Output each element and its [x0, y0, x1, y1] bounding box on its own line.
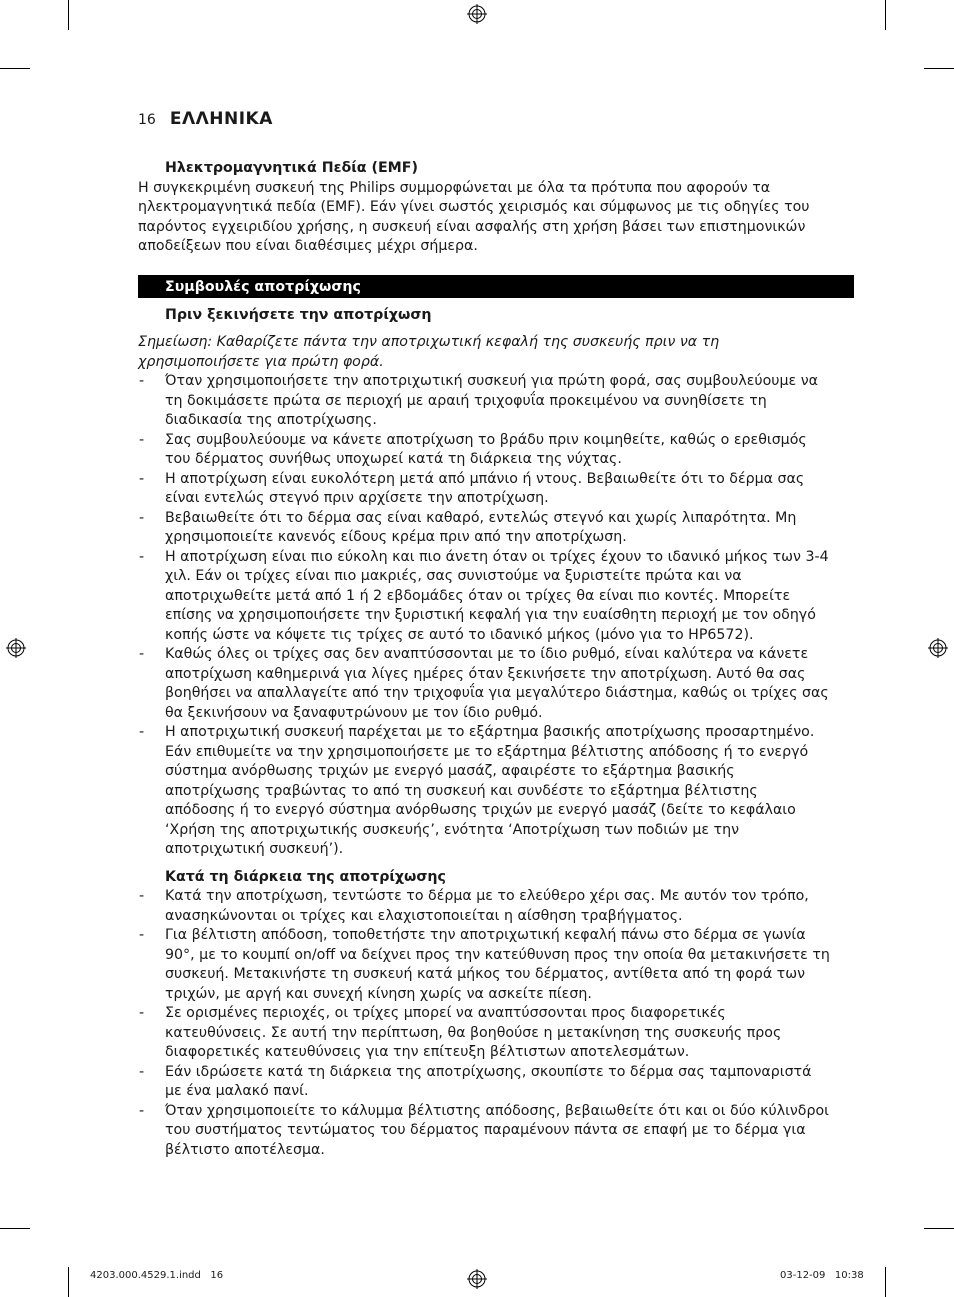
registration-mark-icon	[467, 4, 487, 24]
list-item: - Καθώς όλες οι τρίχες σας δεν αναπτύσσονται με το ίδιο ρυθμό, είναι καλύτερα να κάνετε αποτρίχωση καθημερινά για λίγες ημέρες όταν ξεκινήσετε την αποτρίχωση. Αυτό θα σας βοηθήσει να απαλλαγείτε από την τριχοφυΐα για μεγαλύτερο διάστημα, καθώς οι τρίχες σας θα ξεκινήσουν να ξαναφυτρώνουν με τον ίδιο ρυθμό.	[138, 645, 830, 723]
during-list	[138, 887, 830, 1160]
crop-mark	[68, 1267, 69, 1297]
list-item: - Η αποτρίχωση είναι ευκολότερη μετά από μπάνιο ή ντους. Βεβαιωθείτε ότι το δέρμα σας είναι εντελώς στεγνό πριν αρχίσετε την αποτρίχωση.	[138, 470, 830, 509]
list-item: - Βεβαιωθείτε ότι το δέρμα σας είναι καθαρό, εντελώς στεγνό και χωρίς λιπαρότητα. Μη χρησιμοποιείτε κανενός είδους κρέμα πριν από την αποτρίχωση.	[138, 509, 830, 548]
footer-file-info: 4203.000.4529.1.indd 16	[90, 1270, 224, 1281]
crop-mark	[68, 0, 69, 30]
crop-mark	[885, 1267, 886, 1297]
list-item: - Όταν χρησιμοποιήσετε την αποτριχωτική συσκευή για πρώτη φορά, σας συμβουλεύουμε να τη δοκιμάσετε πρώτα σε περιοχή με αραιή τριχοφυΐα προκειμένου να συνηθίσετε τη διαδικασία της αποτρίχωσης.	[138, 372, 830, 431]
crop-mark	[924, 1228, 954, 1229]
language-title: ΕΛΛΗΝΙΚΑ	[169, 109, 273, 129]
list-item: - Η αποτρίχωση είναι πιο εύκολη και πιο άνετη όταν οι τρίχες έχουν το ιδανικό μήκος των 3-4 χιλ. Εάν οι τρίχες είναι πιο μακριές, σας συνιστούμε να ξυριστείτε πρώτα και να αποτριχωθείτε μετά από 1 ή 2 εβδομάδες όταν οι τρίχες θα είναι πιο κοντές. Μπορείτε επίσης να χρησιμοποιήσετε την ξυριστική κεφαλή για την ευαίσθητη περιοχή με τον οδηγό κοπής ώστε να κόψετε τις τρίχες σε αυτό το ιδανικό μήκος (μόνο για το HP6572).	[138, 548, 830, 646]
section-title-bar: Συμβουλές αποτρίχωσης	[138, 275, 854, 298]
crop-mark	[0, 68, 30, 69]
page-header	[138, 109, 273, 129]
page-number: 16	[138, 112, 156, 128]
before-heading: Πριν ξεκινήσετε την αποτρίχωση	[165, 306, 432, 323]
emf-heading: Ηλεκτρομαγνητικά Πεδία (EMF)	[165, 160, 418, 176]
crop-mark	[924, 68, 954, 69]
note: Σημείωση: Καθαρίζετε πάντα την αποτριχωτική κεφαλή της συσκευής πριν να τη χρησιμοποιήσετε για πρώτη φορά.	[138, 334, 720, 370]
before-list	[138, 372, 830, 860]
registration-mark-icon	[467, 1269, 487, 1289]
list-item: - Σε ορισμένες περιοχές, οι τρίχες μπορεί να αναπτύσσονται προς διαφορετικές κατευθύνσεις. Σε αυτή την περίπτωση, θα βοηθούσε η μετακίνηση της συσκευής προς διαφορετικές κατευθύνσεις για την επίτευξη βέλτιστων αποτελεσμάτων.	[138, 1004, 830, 1063]
emf-body: Η συγκεκριμένη συσκευή της Philips συμμορφώνεται με όλα τα πρότυπα που αφορούν τα ηλεκτρομαγνητικά πεδία (EMF). Εάν γίνει σωστός χειρισμός και σύμφωνος με τις οδηγίες του παρόντος εγχειριδίου χρήσης, η συσκευή είναι ασφαλής στη χρήση βάσει των επιστημονικών αποδείξεων που είναι διαθέσιμες μέχρι σήμερα.	[138, 179, 810, 254]
list-item: - Όταν χρησιμοποιείτε το κάλυμμα βέλτιστης απόδοσης, βεβαιωθείτε ότι και οι δύο κύλινδροι του συστήματος τεντώματος του δέρματος παραμένουν πάντα σε επαφή με το δέρμα για βέλτιστο αποτέλεσμα.	[138, 1102, 830, 1161]
during-heading: Κατά τη διάρκεια της αποτρίχωσης	[165, 868, 446, 885]
footer-date: 03-12-09 10:38	[780, 1270, 864, 1281]
registration-mark-icon	[928, 638, 948, 658]
list-item: - Για βέλτιστη απόδοση, τοποθετήστε την αποτριχωτική κεφαλή πάνω στο δέρμα σε γωνία 90°, με το κουμπί on/off να δείχνει προς την κατεύθυνση προς την οποία θα μετακινήσετε τη συσκευή. Μετακινήστε τη συσκευή κατά μήκος του δέρματος, αντίθετα από τη φορά των τριχών, με αργή και συνεχή κίνηση χωρίς να ασκείτε πίεση.	[138, 926, 830, 1004]
page-content	[138, 159, 830, 1160]
list-item: - Εάν ιδρώσετε κατά τη διάρκεια της αποτρίχωσης, σκουπίστε το δέρμα σας ταμποναριστά με ένα μαλακό πανί.	[138, 1063, 830, 1102]
list-item: - Η αποτριχωτική συσκευή παρέχεται με το εξάρτημα βασικής αποτρίχωσης προσαρτημένο. Εάν επιθυμείτε να την χρησιμοποιήσετε με το εξάρτημα βέλτιστης απόδοσης ή το ενεργό σύστημα ανόρθωσης τριχών με ενεργό μασάζ, αφαιρέστε το εξάρτημα βασικής αποτρίχωσης τραβώντας το από τη συσκευή και συνδέστε το εξάρτημα βέλτιστης απόδοσης ή το ενεργό σύστημα ανόρθωσης τριχών με ενεργό μασάζ (δείτε το κεφάλαιο ‘Χρήση της αποτριχωτικής συσκευής’, ενότητα ‘Αποτρίχωση των ποδιών με την αποτριχωτική συσκευή’).	[138, 723, 830, 860]
crop-mark	[885, 0, 886, 30]
registration-mark-icon	[6, 638, 26, 658]
list-item: - Κατά την αποτρίχωση, τεντώστε το δέρμα με το ελεύθερο χέρι σας. Με αυτόν τον τρόπο, ανασηκώνονται οι τρίχες και ελαχιστοποιείται η αίσθηση τραβήγματος.	[138, 887, 830, 926]
crop-mark	[0, 1228, 30, 1229]
list-item: - Σας συμβουλεύουμε να κάνετε αποτρίχωση το βράδυ πριν κοιμηθείτε, καθώς ο ερεθισμός του δέρματος συνήθως υποχωρεί κατά τη διάρκεια της νύχτας.	[138, 431, 830, 470]
